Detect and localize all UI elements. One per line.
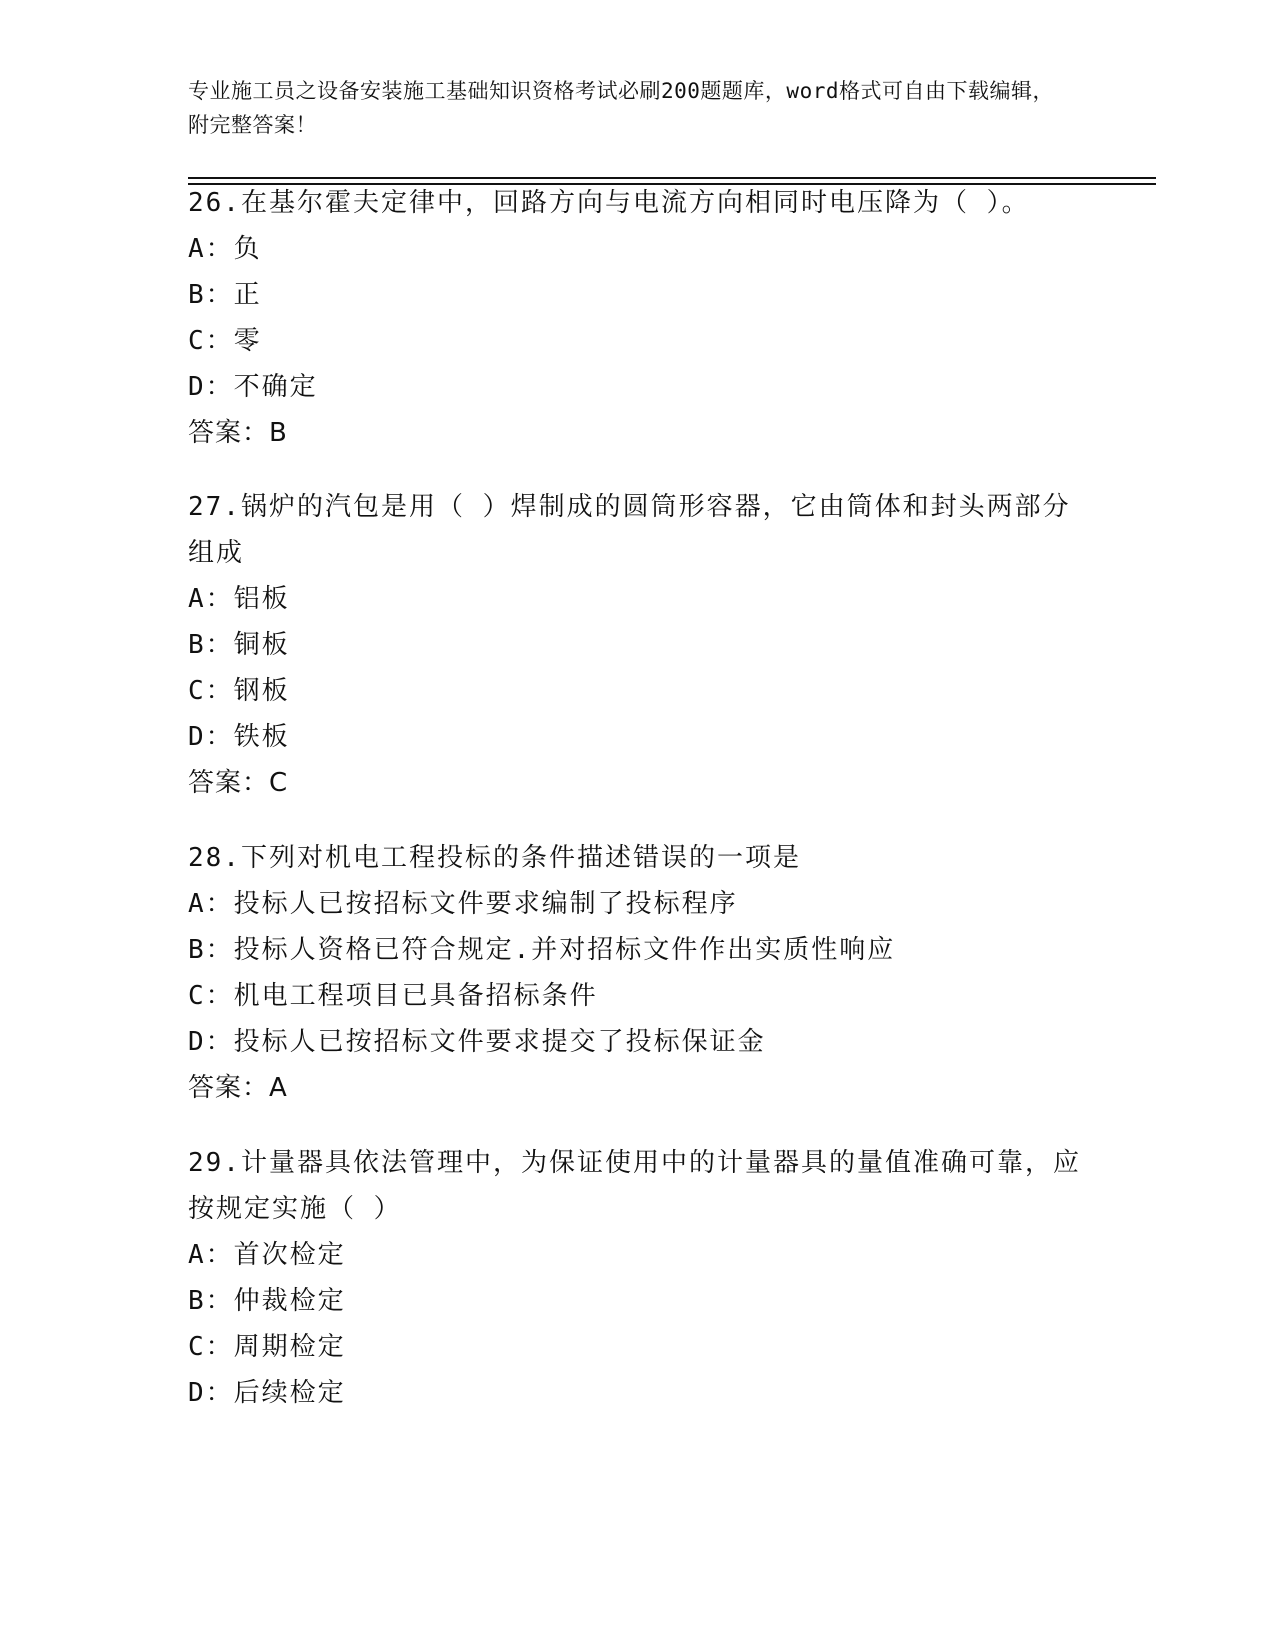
header-title: 专业施工员之设备安装施工基础知识资格考试必刷200题题库，word格式可自由下载编辑，附完整答案！	[188, 79, 1054, 137]
option-b: B：投标人资格已符合规定.并对招标文件作出实质性响应	[188, 935, 896, 965]
option-b: B：铜板	[188, 630, 290, 660]
option-d: D：投标人已按招标文件要求提交了投标保证金	[188, 1027, 766, 1057]
option-a: A：铝板	[188, 584, 290, 614]
question-29	[188, 1140, 1088, 1416]
question-text: 28.下列对机电工程投标的条件描述错误的一项是	[188, 843, 801, 873]
option-a: A：负	[188, 234, 262, 264]
answer: 答案：C	[188, 768, 289, 798]
option-d: D：铁板	[188, 722, 290, 752]
option-d: D：不确定	[188, 372, 318, 402]
option-c: C：钢板	[188, 676, 290, 706]
option-d: D：后续检定	[188, 1378, 346, 1408]
option-b: B：正	[188, 280, 262, 310]
question-27	[188, 484, 1088, 806]
question-26	[188, 180, 1088, 456]
question-28	[188, 835, 1088, 1111]
question-text: 26.在基尔霍夫定律中，回路方向与电流方向相同时电压降为（ ）。	[188, 188, 1030, 218]
option-a: A：首次检定	[188, 1240, 346, 1270]
answer: 答案：B	[188, 418, 288, 448]
option-c: C：机电工程项目已具备招标条件	[188, 981, 598, 1011]
document-header	[188, 74, 1068, 142]
question-text: 29.计量器具依法管理中，为保证使用中的计量器具的量值准确可靠，应按规定实施（ ）	[188, 1148, 1081, 1224]
option-c: C：零	[188, 326, 262, 356]
option-b: B：仲裁检定	[188, 1286, 346, 1316]
option-c: C：周期检定	[188, 1332, 346, 1362]
answer: 答案：A	[188, 1073, 288, 1103]
question-text: 27.锅炉的汽包是用（ ）焊制成的圆筒形容器，它由筒体和封头两部分组成	[188, 492, 1071, 568]
option-a: A：投标人已按招标文件要求编制了投标程序	[188, 889, 738, 919]
header-divider-top	[188, 177, 1156, 179]
